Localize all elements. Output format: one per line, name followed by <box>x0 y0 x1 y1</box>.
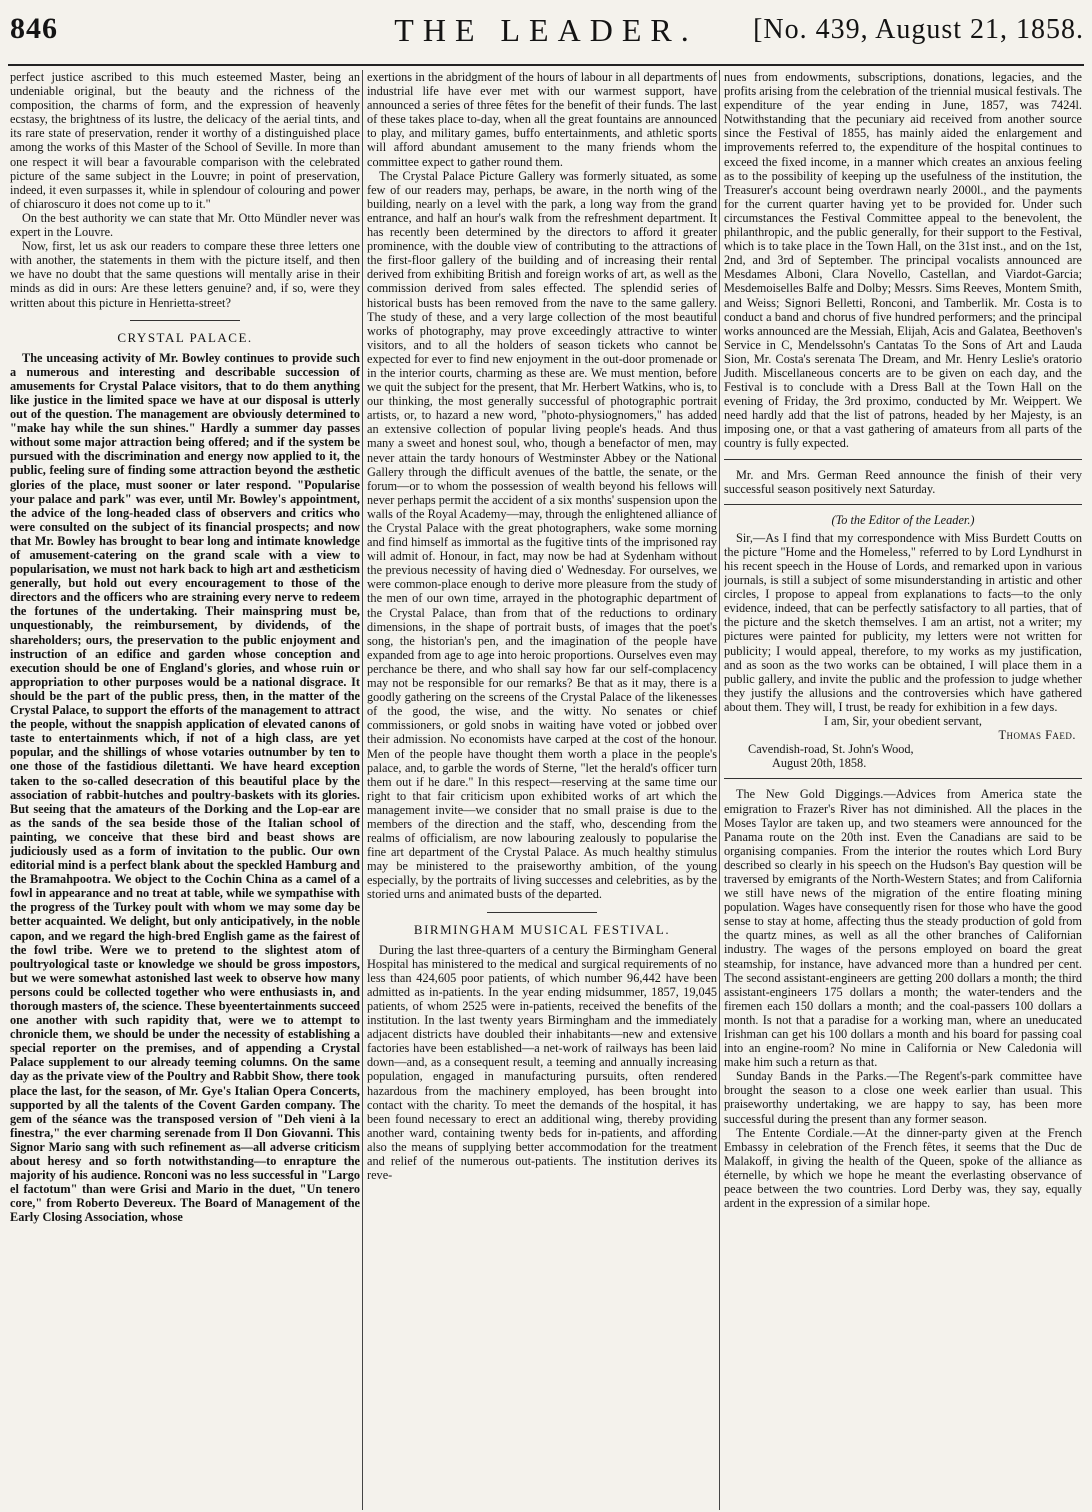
article-paragraph: Now, first, let us ask our readers to compare these three letters one with another, the statements in them with the picture itself, and then we have no doubt that the same questions will mentally arise in their minds as did in ours: Are these letters genuine? and, if so, were they written about this picture in Henrietta-street? <box>10 239 360 310</box>
news-item-gold: The New Gold Diggings.—Advices from America state the emigration to Frazer's River has not diminished. All the places in the Moses Taylor are taken up, and two steamers were announced for the Panama route on the 20th inst. Even the Canadians are said to be organising companies. From the interior the routes which Lord Bury described so clearly in his speech on the Hudson's Bay question will be traversed by emigrants of the North-Western States; and from California we still have news of the migration of the entire floating mining population. Wages have consequently risen for those who have the good sense to stay at home, affecting thus the steady production of gold from the quartz mines, as well as all the other branches of Californian industry. The wages of the persons employed on board the great steamship, for instance, have advanced more than a hundred per cent. The second assistant-engineers are getting 200 dollars a month; the third assistant-engineers 175 dollars a month; the water-tenders and the firemen each 150 dollars a month; and the coal-passers 100 dollars a month. Is not that a paradise for a working man, where an uneducated Irishman can get his 100 dollars a month and his board for passing coal into an engine-room? No mine in California or New Caledonia will make him such a return as that. <box>724 787 1082 1070</box>
article-paragraph: nues from endowments, subscriptions, donations, legacies, and the profits arising from the celebration of the triennial musical festivals. The expenditure of the year ending in June, 1857, was 7424l. Notwithstanding that the pecuniary aid received from another source since the Festival of 1855, has mainly aided the enlargement and improvements referred to, the expenditure of the hospital continues to exceed the fixed income, in a manner which creates an anxious feeling as to the possibility of keeping up the usefulness of the institution, the Treasurer's account being overdrawn nearly 2000l., and the payments for the current quarter having yet to be provided for. Under such circumstances the Festival Committee appeal to the benevolent, the philanthropic, and the public generally, for their support to the Festival, which is to take place in the Town Hall, on the 31st inst., and on the 1st, 2nd, and 3rd of September. The principal vocalists announced are Mesdames Alboni, Clara Novello, Castellan, and Viardot-Garcia; Mesdemoiselles Balfe and Dolby; Messrs. Sims Reeves, Montem Smith, and Weiss; Signori Belletti, Ronconi, and Tamberlik. Mr. Costa is to conduct a band and chorus of five hundred performers; and the principal works announced are the Messiah, Elijah, Acis and Galatea, Beethoven's Service in C, Mendelssohn's Cantatas To the Sons of Art and Lauda Sion, Mr. Costa's serenata The Dream, and Mr. Henry Leslie's oratorio Judith. Miscellaneous concerts are to be given on each day, and the Festival is to conclude with a Dress Ball at the Town Hall on the evening of Friday, the 3rd proximo, conducted by Mr. Weippert. We need hardly add that the list of patrons, headed by her Majesty, is an imposing one, or that a vast gathering of amateurs from all parts of the country is fully expected. <box>724 70 1082 451</box>
page-number: 846 <box>10 12 58 45</box>
news-item-bands: Sunday Bands in the Parks.—The Regent's-park committee have brought the season to a close one week earlier than usual. This praiseworthy undertaking, we are happy to say, has been more successful during the present than any former season. <box>724 1069 1082 1126</box>
section-divider <box>724 459 1082 460</box>
article-paragraph: The unceasing activity of Mr. Bowley continues to provide such a numerous and interesting and describable succession of amusements for Crystal Palace visitors, that to do them anything like justice in the limited space we have at our disposal is utterly out of the question. The management are obviously determined to "make hay while the sun shines." Hardly a summer day passes without some major attraction being offered; and if the system be pursued with the discrimination and energy now applied to it, the public, feeling sure of finding some attraction beyond the æsthetic glories of the place, must sooner or later respond. "Popularise your palace and park" was ever, until Mr. Bowley's appointment, the advice of the long-headed class of observers and critics who were consulted on the subject of its financial prospects; and now that Mr. Bowley has brought to bear long and intimate knowledge of amusement-catering on the grand scale with a view to popularisation, we must not hark back to high art and æstheticism generally, but hold out every encouragement to those of the directors and the officers who are straining every nerve to redeem the fortunes of the undertaking. Their mainspring must be, unquestionably, the reimbursement, by dividends, of the shareholders; ours, the preservation to the public enjoyment and instruction of an edifice and garden whose conception and execution should be one of England's glories, and whose ruin or appropriation to other purposes would be a national disgrace. It should be the part of the public press, then, in the matter of the Crystal Palace, to support the efforts of the management to attract the people, without the snappish application of elevated canons of taste to entertainments which, if not of a high class, are yet popular, and the shillings of whose votaries outnumber by ten to one those of the fastidious dilettanti. We have heard exception taken to the so-called desecration of this beautiful place by the association of rabbit-hutches and poultry-baskets with its glories. But seeing that the amateurs of the Dorking and the Lop-ear are as the sands of the sea beside those of the Italian school of painting, we conceive that these bird and beast shows are judiciously used as a form of invitation to the public. Our own editorial mind is a perfect blank about the speckled Hamburg and the Bramahpootra. We object to the Cochin China as a camel of a fowl in appearance and no treat at table, while we sympathise with the progress of the Turkey poult with whom we may some day be better acquainted. We delight, but only anticipatively, in the noble capon, and we regard the high-bred English game as the fairest of the fowl tribe. Were we to pretend to the slightest atom of poultryological taste or knowledge we should be gross impostors, but we were somewhat astonished last week to observe how many persons could be collected together who were enthusiasts in, and thorough masters of, the science. These byeentertainments succeed one another with such rapidity that, were we to attempt to chronicle them, we should be under the necessity of establishing a special reporter on the premises, and of appending a Crystal Palace supplement to our already teeming columns. On the same day as the private view of the Poultry and Rabbit Show, there took place the last, for the season, of Mr. Gye's Italian Opera Concerts, supported by all the talents of the Covent Garden company. The gem of the séance was the transposed version of "Deh vieni à la finestra," the ever charming serenade from Il Don Giovanni. This Signor Mario sang with such refinement as—all adverse criticism about heresy and so forth notwithstanding—to enrapture the majority of his audience. Ronconi was no less successful in "Largo el factotum" than were Grisi and Mario in the duet, "Un tenero core," from Roberto Devereux. The Board of Management of the Early Closing Association, whose <box>10 350 360 1225</box>
letter-heading: (To the Editor of the Leader.) <box>831 512 975 527</box>
letter-address: Cavendish-road, St. John's Wood, <box>748 742 914 757</box>
article-paragraph: On the best authority we can state that Mr. Otto Mündler never was expert in the Louvre. <box>10 210 360 240</box>
masthead-rule <box>8 64 1084 66</box>
masthead <box>8 2 1084 58</box>
letter-body: Sir,—As I find that my correspondence with Miss Burdett Coutts on the picture "Home and the Homeless," referred to by Lord Lyndhurst in his recent speech in the House of Lords, and remarked upon in various journals, is still a subject of some misunderstanding in artistic and other circles, I propose to appeal from explanations to facts—to the only evidence, indeed, that can be perfectly satisfactory to all parties, that of the picture and the sketch themselves. I am an artist, not a writer; my pictures were painted for publicity, my letters were not written for publicity; I would appeal, therefore, to my works as my justification, and as soon as the two works can be obtained, I will place them in a public gallery, and invite the public and the profession to judge whether they justify the allusions and the controversies which have gathered about them. They will, I trust, be ready for exhibition in a few days. <box>724 530 1082 714</box>
article-paragraph: exertions in the abridgment of the hours of labour in all departments of industrial life have ever met with our warmest support, have announced a series of three fêtes for the benefit of their funds. The last of these takes place to-day, when all the great fountains are announced to play, and military games, buffo entertainments, and athletic sports will afford abundant amusement to the many friends whom the committee expect to gather round them. <box>367 70 717 169</box>
section-heading-birmingham-festival: BIRMINGHAM MUSICAL FESTIVAL. <box>413 921 671 937</box>
section-divider <box>130 320 240 321</box>
article-paragraph: During the last three-quarters of a century the Birmingham General Hospital has ministered to the medical and surgical requirements of no less than 424,605 poor patients, of which number 96,442 have been admitted as in-patients. In the year ending midsummer, 1857, 19,045 patients, of whom 2525 were in-patients, received the benefits of the institution. In the last twenty years Birmingham and the immediately adjacent districts have doubled their inhabitants—new and extensive factories have been established—a net-work of railways has been laid down—and, as a consequent result, a teeming and annually increasing population, engaged in manufacturing pursuits, often rendered hazardous from the machinery employed, has been brought into contact with the charity. To meet the demands of the hospital, it has been found necessary to erect an additional wing, thereby providing another ward, containing twenty beds for in-patients, and affording also the means of supplying better accommodation for the treatment and relief of the numerous out-patients. The institution derives its reve- <box>367 942 717 1183</box>
column-2 <box>367 70 717 1510</box>
news-item-entente: The Entente Cordiale.—At the dinner-party given at the French Embassy in celebration of the French fêtes, it seems that the Duc de Malakoff, in giving the health of the Queen, spoke of the alliance as éternelle, by which we hope he meant the everlasting observance of peace between the two countries. Lord Derby was, they say, equally ardent in the expression of a similar hope. <box>724 1125 1082 1211</box>
newspaper-title: THE LEADER. <box>394 12 698 48</box>
column-divider <box>362 70 363 1510</box>
letter-date: August 20th, 1858. <box>772 756 867 771</box>
article-paragraph: perfect justice ascribed to this much esteemed Master, being an undeniable original, but the beauty and the richness of the composition, the charms of form, and the expression of heavenly ecstasy, the brightness of its lustre, the delicacy of the aerial tints, and its rare state of preservation, render it worthy of a distinguished place among the works of this Master of the School of Seville. In more than one respect it will bear a favourable comparison with the celebrated picture of the same subject in the Louvre; in point of preservation, indeed, it even surpasses it, while in splendour of colouring and power of chiaroscuro it does not come up to it." <box>10 70 360 211</box>
section-divider <box>724 504 1082 505</box>
column-3 <box>724 70 1082 1510</box>
news-item-reed: Mr. and Mrs. German Reed announce the finish of their very successful season positively next Saturday. <box>724 467 1082 496</box>
letter-closing: I am, Sir, your obedient servant, <box>824 714 982 729</box>
column-divider <box>719 70 720 1510</box>
issue-date: [No. 439, August 21, 1858. <box>753 14 1084 45</box>
article-paragraph: The Crystal Palace Picture Gallery was formerly situated, as some few of our readers may, perhaps, be aware, in the north wing of the building, nearly on a level with the park, a long way from the grand entrance, and half an hour's walk from the refreshment department. It has recently been determined by the directors to afford it greater prominence, with the double view of contributing to the attractions of the first-floor gallery of the building and of increasing their rental derived from exhibiting British and foreign works of art, as well as the commission derived from sales effected. The splendid series of historical busts has been removed from the nave to the same gallery. The study of these, and a very large collection of the most beautiful works of photography, may prove exceedingly attractive to winter visitors, and to all the holders of season tickets who cannot be expected for ever to find new enjoyment in the out-door promenade or in the interior courts, charming as these are. We must mention, before we quit the subject for the present, that Mr. Herbert Watkins, who is, to our thinking, the most generally successful of photographic portrait artists, or, to hazard a new word, "photo-physiognomers," has added an extensive collection of popular living people's heads. And thus many a sweet and honest soul, who, though a benefactor of men, may never attain the tardy honours of Westminster Abbey or the National Gallery through the difficult avenues of the battle, the senate, or the forum—or to whom the possession of wealth beyond his fellows will never perhaps permit the accident of a six months' suspension upon the walls of the Royal Academy—may, through the enlightened alliance of the Crystal Palace with the great photographers, wake some morning and find himself as immortal as the fugitive tints of the imprisoned ray will admit of. Honour, in fact, may now be had at Sydenham without the previous necessity of having died o' Wednesday. For ourselves, we were common-place enough to derive more pleasure from the study of the men of our own time, arrayed in the photographic department of the Crystal Palace, than from that of the reductions to ordinary dimensions, in the shape of portrait busts, of images that the poet's song, the historian's pen, and the imagination of the people have expanded from age to age into heroic proportions. Ourselves even may perchance be there, and who shall say how far our self-complacency may not be responsible for our remarks? Be that as it may, there is a goodly gathering on the screens of the Crystal Palace of the likenesses of the good, the wise, and the witty. No senates or chief commissioners, or gold snobs in waiting have voted or jobbed over their admission. No economists have carped at the cost of the honour. Men of the people have thought them worth a place in the people's palace, and, to garble the words of Sterne, "let the herald's officer turn them out if he dare." In this respect—reserving at the same time our right to that fair criticism upon exhibited works of art which the management invite—we consider that no small praise is due to the members of the direction and the staff, who, descending from the realms of officialism, are now labouring zealously to popularise the fine art department of the Crystal Palace. As much healthy stimulus may be ministered to the praiseworthy ambition, of the young especially, by the portraits of living successes and celebrities, as by the storied urns and animated busts of the departed. <box>367 168 717 902</box>
section-divider <box>487 912 597 913</box>
letter-signature: Thomas Faed. <box>998 728 1076 743</box>
section-heading-crystal-palace: CRYSTAL PALACE. <box>117 329 253 345</box>
column-1 <box>10 70 360 1510</box>
section-divider <box>724 778 1082 779</box>
